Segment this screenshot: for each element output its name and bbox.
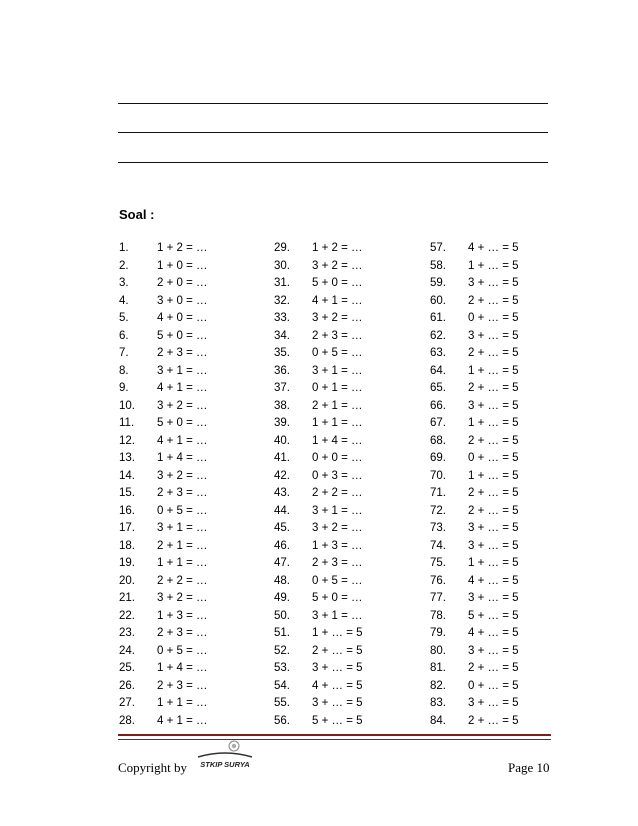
problem-number: 3. xyxy=(119,277,129,289)
problem-expression: 3 + … = 5 xyxy=(468,329,519,342)
problem-number: 82. xyxy=(430,679,446,692)
problem-number: 76. xyxy=(430,574,446,587)
problem-number: 81. xyxy=(430,662,446,674)
problem-number: 38. xyxy=(274,399,290,412)
problem-expression: 4 + … = 5 xyxy=(312,679,363,692)
problem-expression: 3 + 2 = … xyxy=(157,399,208,412)
problem-expression: 2 + … = 5 xyxy=(468,714,519,727)
problem-expression: 2 + 3 = … xyxy=(312,557,363,569)
problem-number: 63. xyxy=(430,347,446,359)
problem-expression: 2 + 1 = … xyxy=(312,399,363,412)
problem-number: 66. xyxy=(430,399,446,412)
problem-number: 70. xyxy=(430,469,446,482)
problem-expression: 2 + 0 = … xyxy=(157,277,208,289)
problem-expression: 2 + 3 = … xyxy=(157,347,208,359)
problem-expression: 3 + 1 = … xyxy=(312,504,363,517)
problem-expression: 1 + … = 5 xyxy=(468,557,519,569)
problem-expression: 5 + 0 = … xyxy=(312,592,363,604)
problem-number: 52. xyxy=(274,644,290,657)
problem-number: 69. xyxy=(430,452,446,464)
problem-number: 65. xyxy=(430,382,446,394)
problem-expression: 2 + 2 = … xyxy=(312,487,363,499)
problem-expression: 3 + 1 = … xyxy=(157,522,208,534)
page-number: Page 10 xyxy=(508,760,550,775)
problem-number: 19. xyxy=(119,557,135,569)
problem-expression: 3 + 0 = … xyxy=(157,294,208,307)
problem-expression: 5 + … = 5 xyxy=(468,609,519,622)
problem-number: 21. xyxy=(119,592,135,604)
problem-expression: 0 + 3 = … xyxy=(312,469,363,482)
problem-number: 17. xyxy=(119,522,135,534)
problem-expression: 3 + … = 5 xyxy=(468,697,519,709)
problem-number: 40. xyxy=(274,434,290,447)
problem-expression: 1 + 4 = … xyxy=(157,452,208,464)
problem-expression: 1 + 2 = … xyxy=(312,242,363,254)
blank-answer-line-2 xyxy=(118,132,548,133)
problem-number: 62. xyxy=(430,329,446,342)
problem-number: 1. xyxy=(119,242,129,254)
problem-number: 13. xyxy=(119,452,135,464)
stkip-surya-logo xyxy=(194,740,256,776)
copyright-text: Copyright by xyxy=(118,760,187,775)
problem-number: 83. xyxy=(430,697,446,709)
problem-expression: 3 + … = 5 xyxy=(312,662,363,674)
problem-number: 4. xyxy=(119,294,129,307)
problem-number: 27. xyxy=(119,697,135,709)
problem-expression: 1 + 1 = … xyxy=(312,417,363,429)
problem-expression: 2 + … = 5 xyxy=(468,487,519,499)
problem-number: 7. xyxy=(119,347,129,359)
problem-expression: 1 + 1 = … xyxy=(157,697,208,709)
problem-expression: 1 + 3 = … xyxy=(157,609,208,622)
problem-number: 8. xyxy=(119,364,129,377)
problem-expression: 3 + … = 5 xyxy=(468,644,519,657)
problem-number: 23. xyxy=(119,627,135,639)
problem-expression: 2 + 3 = … xyxy=(157,627,208,639)
problem-number: 26. xyxy=(119,679,135,692)
problem-expression: 0 + … = 5 xyxy=(468,679,519,692)
problem-expression: 1 + … = 5 xyxy=(468,417,519,429)
problem-number: 68. xyxy=(430,434,446,447)
problem-expression: 1 + … = 5 xyxy=(468,469,519,482)
problem-number: 51. xyxy=(274,627,290,639)
problem-number: 50. xyxy=(274,609,290,622)
problem-expression: 4 + 0 = … xyxy=(157,312,208,324)
problem-number: 41. xyxy=(274,452,290,464)
problem-expression: 3 + … = 5 xyxy=(468,277,519,289)
problem-expression: 2 + … = 5 xyxy=(468,294,519,307)
problem-number: 61. xyxy=(430,312,446,324)
problem-number: 10. xyxy=(119,399,135,412)
problem-number: 59. xyxy=(430,277,446,289)
problem-expression: 1 + … = 5 xyxy=(468,259,519,272)
problem-number: 33. xyxy=(274,312,290,324)
problem-expression: 2 + 3 = … xyxy=(157,487,208,499)
problem-expression: 3 + … = 5 xyxy=(468,399,519,412)
problem-number: 46. xyxy=(274,539,290,552)
problem-number: 78. xyxy=(430,609,446,622)
problem-number: 35. xyxy=(274,347,290,359)
problem-number: 53. xyxy=(274,662,290,674)
problem-number: 37. xyxy=(274,382,290,394)
footer-rule xyxy=(118,734,551,736)
problem-expression: 3 + 2 = … xyxy=(157,592,208,604)
problem-expression: 3 + … = 5 xyxy=(468,592,519,604)
problem-number: 20. xyxy=(119,574,135,587)
problem-number: 6. xyxy=(119,329,129,342)
problem-expression: 1 + … = 5 xyxy=(312,627,363,639)
problem-expression: 1 + 2 = … xyxy=(157,242,208,254)
problem-expression: 3 + … = 5 xyxy=(468,522,519,534)
problem-expression: 1 + … = 5 xyxy=(468,364,519,377)
problem-expression: 5 + 0 = … xyxy=(157,417,208,429)
problem-expression: 2 + 2 = … xyxy=(157,574,208,587)
problem-expression: 2 + … = 5 xyxy=(468,662,519,674)
problem-expression: 2 + 3 = … xyxy=(312,329,363,342)
problem-expression: 0 + 1 = … xyxy=(312,382,363,394)
problem-number: 28. xyxy=(119,714,135,727)
problem-number: 39. xyxy=(274,417,290,429)
problem-number: 54. xyxy=(274,679,290,692)
problem-expression: 3 + 2 = … xyxy=(312,522,363,534)
problem-expression: 4 + … = 5 xyxy=(468,627,519,639)
problem-expression: 2 + 1 = … xyxy=(157,539,208,552)
problem-number: 25. xyxy=(119,662,135,674)
problem-expression: 3 + 2 = … xyxy=(312,259,363,272)
problem-expression: 3 + … = 5 xyxy=(312,697,363,709)
problem-number: 80. xyxy=(430,644,446,657)
problem-expression: 0 + 5 = … xyxy=(312,574,363,587)
problem-expression: 2 + … = 5 xyxy=(468,504,519,517)
problem-number: 49. xyxy=(274,592,290,604)
problem-expression: 4 + … = 5 xyxy=(468,574,519,587)
problem-expression: 3 + 1 = … xyxy=(312,364,363,377)
problem-expression: 0 + … = 5 xyxy=(468,312,519,324)
problem-expression: 3 + … = 5 xyxy=(468,539,519,552)
problem-number: 75. xyxy=(430,557,446,569)
problem-expression: 4 + 1 = … xyxy=(312,294,363,307)
problem-number: 12. xyxy=(119,434,135,447)
problem-number: 32. xyxy=(274,294,290,307)
problem-expression: 0 + 0 = … xyxy=(312,452,363,464)
soal-heading: Soal : xyxy=(119,207,155,222)
problem-number: 55. xyxy=(274,697,290,709)
problem-number: 74. xyxy=(430,539,446,552)
problem-number: 5. xyxy=(119,312,129,324)
problem-expression: 4 + 1 = … xyxy=(157,382,208,394)
problem-expression: 3 + 2 = … xyxy=(312,312,363,324)
problem-number: 44. xyxy=(274,504,290,517)
problem-number: 34. xyxy=(274,329,290,342)
problem-expression: 3 + 1 = … xyxy=(157,364,208,377)
problem-expression: 1 + 4 = … xyxy=(312,434,363,447)
problem-expression: 3 + 2 = … xyxy=(157,469,208,482)
problem-expression: 4 + … = 5 xyxy=(468,242,519,254)
problem-number: 11. xyxy=(119,417,135,429)
problem-expression: 2 + 3 = … xyxy=(157,679,208,692)
problem-number: 58. xyxy=(430,259,446,272)
problem-expression: 3 + 1 = … xyxy=(312,609,363,622)
problem-number: 9. xyxy=(119,382,129,394)
problem-number: 31. xyxy=(274,277,290,289)
problem-expression: 2 + … = 5 xyxy=(468,347,519,359)
problem-expression: 0 + 5 = … xyxy=(157,504,208,517)
problem-number: 22. xyxy=(119,609,135,622)
problem-number: 18. xyxy=(119,539,135,552)
problem-expression: 1 + 0 = … xyxy=(157,259,208,272)
problem-expression: 0 + … = 5 xyxy=(468,452,519,464)
problem-expression: 5 + 0 = … xyxy=(157,329,208,342)
problem-number: 2. xyxy=(119,259,129,272)
problem-number: 73. xyxy=(430,522,446,534)
problem-expression: 5 + … = 5 xyxy=(312,714,363,727)
problem-number: 56. xyxy=(274,714,290,727)
problem-number: 14. xyxy=(119,469,135,482)
problem-number: 47. xyxy=(274,557,290,569)
blank-answer-line-3 xyxy=(118,162,548,163)
problem-number: 72. xyxy=(430,504,446,517)
problem-number: 15. xyxy=(119,487,135,499)
problem-number: 30. xyxy=(274,259,290,272)
problem-expression: 0 + 5 = … xyxy=(157,644,208,657)
problem-expression: 1 + 1 = … xyxy=(157,557,208,569)
blank-answer-line-1 xyxy=(118,103,548,104)
problem-expression: 1 + 4 = … xyxy=(157,662,208,674)
problem-expression: 2 + … = 5 xyxy=(312,644,363,657)
logo-text: STKIP SURYA xyxy=(200,760,250,769)
problem-expression: 1 + 3 = … xyxy=(312,539,363,552)
problem-number: 60. xyxy=(430,294,446,307)
problem-number: 16. xyxy=(119,504,135,517)
problem-number: 67. xyxy=(430,417,446,429)
problem-number: 71. xyxy=(430,487,446,499)
problem-number: 42. xyxy=(274,469,290,482)
problem-number: 64. xyxy=(430,364,446,377)
problem-number: 24. xyxy=(119,644,135,657)
problem-expression: 4 + 1 = … xyxy=(157,434,208,447)
problem-number: 79. xyxy=(430,627,446,639)
problem-number: 29. xyxy=(274,242,290,254)
problem-number: 57. xyxy=(430,242,446,254)
problem-number: 48. xyxy=(274,574,290,587)
problem-number: 77. xyxy=(430,592,446,604)
problem-number: 45. xyxy=(274,522,290,534)
problem-number: 43. xyxy=(274,487,290,499)
footer-rule-thin xyxy=(118,739,551,740)
problem-expression: 0 + 5 = … xyxy=(312,347,363,359)
problem-number: 84. xyxy=(430,714,446,727)
problem-expression: 5 + 0 = … xyxy=(312,277,363,289)
problem-expression: 2 + … = 5 xyxy=(468,434,519,447)
problem-expression: 4 + 1 = … xyxy=(157,714,208,727)
problem-expression: 2 + … = 5 xyxy=(468,382,519,394)
problem-number: 36. xyxy=(274,364,290,377)
